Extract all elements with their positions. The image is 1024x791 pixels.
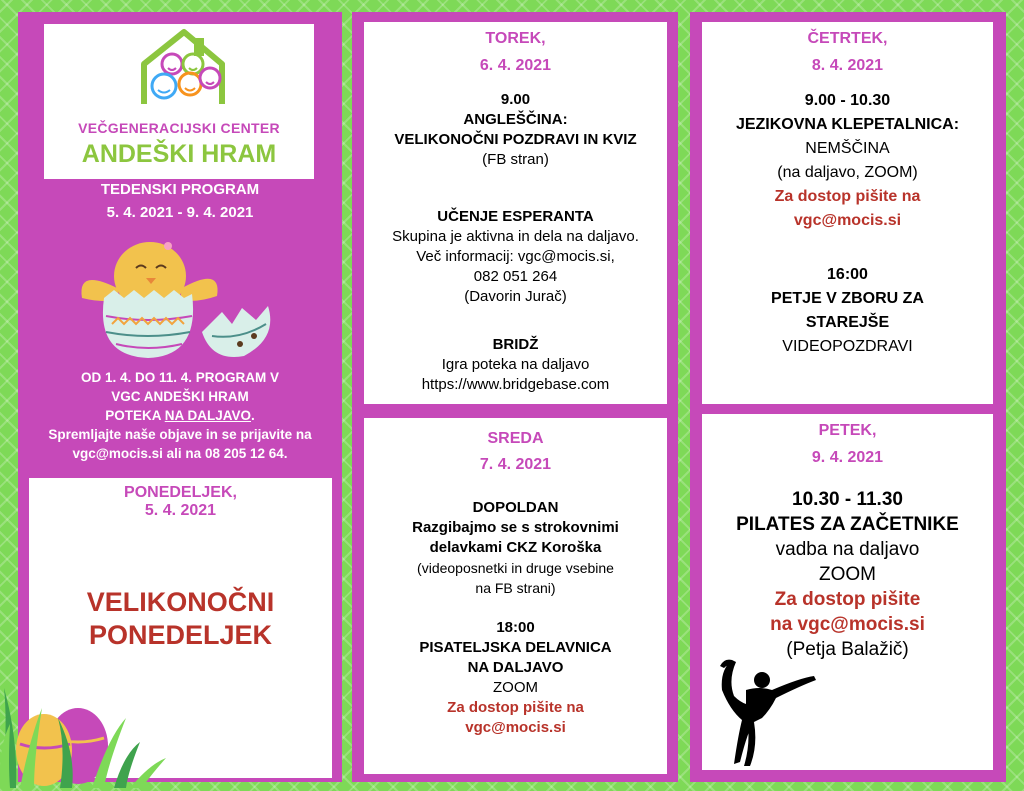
- wednesday-e1-l2: delavkami CKZ Koroška: [429, 539, 602, 556]
- wednesday-e2-l1: ZOOM: [493, 679, 538, 696]
- logo-box: [44, 24, 314, 179]
- notice-line5: vgc@mocis.si ali na 08 205 12 64.: [72, 446, 288, 461]
- friday-e1-red1: Za dostop pišite: [774, 589, 921, 610]
- tuesday-event-esperanto: [364, 207, 667, 307]
- wednesday-e2-red2: vgc@mocis.si: [465, 719, 566, 736]
- tuesday-e1-time: 9.00: [500, 91, 531, 108]
- thursday-e1-title: JEZIKOVNA KLEPETALNICA:: [735, 116, 960, 133]
- thursday-e1-red2: vgc@mocis.si: [793, 212, 902, 229]
- tuesday-e1-note: (FB stran): [482, 151, 549, 168]
- thursday-e1-l1: NEMŠČINA: [805, 140, 890, 157]
- notice-line3-text: POTEKA: [105, 408, 165, 423]
- tuesday-e2-l4: (Davorin Jurač): [464, 288, 567, 305]
- thursday-event-choir: [702, 263, 993, 359]
- thursday-date: 8. 4. 2021: [811, 57, 884, 74]
- tuesday-e1-title2: VELIKONOČNI POZDRAVI IN KVIZ: [394, 131, 637, 148]
- thursday-e1-red1: Za dostop pišite na: [774, 188, 921, 205]
- thursday-e1-l2: (na daljavo, ZOOM): [777, 164, 918, 181]
- tuesday-event-bridge: [364, 335, 667, 395]
- friday-e1-l2: ZOOM: [819, 564, 876, 585]
- wednesday-e1-title: DOPOLDAN: [472, 499, 559, 516]
- thursday-day: ČETRTEK,: [807, 30, 888, 47]
- tuesday-e3-title: BRIDŽ: [492, 336, 539, 353]
- easter-eggs-grass-icon: [0, 668, 170, 788]
- notice-line1: OD 1. 4. DO 11. 4. PROGRAM V: [80, 370, 280, 385]
- tuesday-day: TOREK,: [485, 30, 546, 47]
- wednesday-e2-red1: Za dostop pišite na: [447, 699, 584, 716]
- easter-chick-icon: [72, 228, 292, 368]
- wednesday-card: [364, 418, 667, 774]
- tuesday-e1-title1: ANGLEŠČINA:: [463, 111, 568, 128]
- remote-notice: [18, 368, 342, 463]
- thursday-e2-title1: PETJE V ZBORU ZA: [771, 290, 924, 307]
- monday-date: 5. 4. 2021: [144, 502, 217, 519]
- logo-line2: ANDEŠKI HRAM: [81, 140, 277, 168]
- tuesday-e2-l2: Več informacij: vgc@mocis.si,: [416, 248, 615, 265]
- wednesday-e2-title2: NA DALJAVO: [467, 659, 564, 676]
- thursday-e2-title2: STAREJŠE: [805, 314, 890, 331]
- tuesday-e2-l1: Skupina je aktivna in dela na daljavo.: [392, 228, 639, 245]
- friday-event-pilates: [702, 487, 993, 662]
- thursday-e2-time: 16:00: [827, 266, 868, 283]
- wednesday-day: SREDA: [487, 430, 544, 447]
- friday-day: PETEK,: [818, 422, 877, 439]
- notice-line4: Spremljajte naše objave in se prijavite na: [48, 427, 312, 442]
- wednesday-event-exercise: [364, 498, 667, 598]
- wednesday-e1-l4: na FB strani): [475, 580, 556, 596]
- thursday-e2-l1: VIDEOPOZDRAVI: [782, 338, 913, 355]
- friday-e1-time: 10.30 - 11.30: [792, 489, 903, 510]
- tuesday-date: 6. 4. 2021: [479, 57, 552, 74]
- thursday-event-language: [702, 89, 993, 233]
- tuesday-card: [364, 22, 667, 404]
- friday-card: [702, 414, 993, 770]
- monday-holiday-line1: VELIKONOČNI: [86, 587, 275, 617]
- notice-line3-end: .: [251, 408, 255, 423]
- thursday-e1-time: 9.00 - 10.30: [804, 92, 891, 109]
- notice-line2: VGC ANDEŠKI HRAM: [111, 389, 249, 404]
- thursday-card: [702, 22, 993, 404]
- wednesday-date: 7. 4. 2021: [479, 456, 552, 473]
- friday-e1-title: PILATES ZA ZAČETNIKE: [736, 514, 959, 535]
- tuesday-event-english: [364, 90, 667, 170]
- logo-line1: VEČGENERACIJSKI CENTER: [78, 120, 280, 136]
- remote-link: NA DALJAVO: [164, 408, 251, 423]
- wednesday-e2-time: 18:00: [496, 619, 535, 636]
- tuesday-e2-title: UČENJE ESPERANTA: [437, 208, 594, 225]
- friday-e1-l1: vadba na daljavo: [775, 539, 920, 560]
- tuesday-e3-l1: Igra poteka na daljavo: [441, 356, 590, 373]
- friday-e1-red2: na vgc@mocis.si: [770, 614, 925, 635]
- monday-card: [29, 478, 332, 778]
- wednesday-event-writing: [364, 618, 667, 738]
- wednesday-e2-title1: PISATELJSKA DELAVNICA: [419, 639, 612, 656]
- monday-holiday-line2: PONEDELJEK: [88, 620, 273, 650]
- wednesday-e1-l3: (videoposnetki in druge vsebine: [417, 560, 614, 576]
- tuesday-e2-l3: 082 051 264: [473, 268, 558, 285]
- notice-line3: [18, 406, 342, 425]
- yoga-pose-icon: [710, 650, 820, 770]
- tuesday-e3-l2: https://www.bridgebase.com: [421, 376, 610, 393]
- program-title: TEDENSKI PROGRAM: [100, 181, 260, 198]
- friday-e1-l3: (Petja Balažič): [786, 639, 909, 660]
- program-dates: 5. 4. 2021 - 9. 4. 2021: [106, 204, 254, 221]
- wednesday-e1-l1: Razgibajmo se s strokovnimi: [412, 519, 619, 536]
- monday-day: PONEDELJEK,: [124, 484, 237, 501]
- friday-date: 9. 4. 2021: [811, 449, 884, 466]
